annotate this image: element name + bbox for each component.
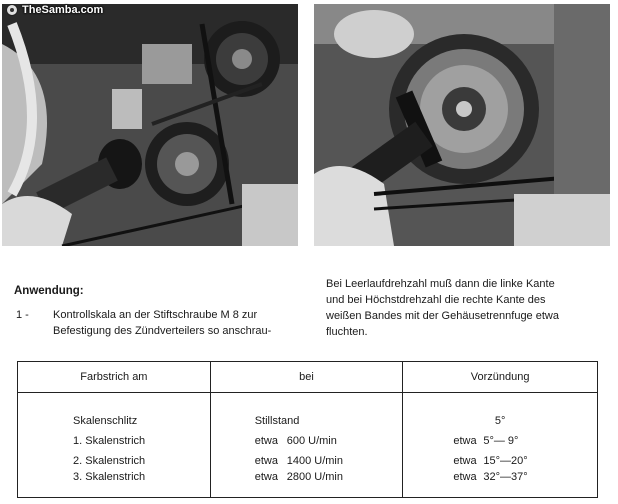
step-number: 1 - bbox=[16, 309, 29, 321]
row-advance-value: 5°— 9° bbox=[483, 435, 519, 447]
row-speed bbox=[210, 411, 403, 431]
header-farbstrich: Farbstrich am bbox=[18, 362, 211, 393]
row-speed-value: 1400 U/min bbox=[286, 455, 343, 467]
table-row bbox=[18, 471, 598, 498]
engine-photo-icon bbox=[2, 4, 298, 246]
row-advance-value: 15°—20° bbox=[483, 455, 528, 467]
row-speed-prefix: etwa bbox=[254, 455, 278, 467]
row-advance-value: 5° bbox=[494, 415, 506, 427]
row-advance bbox=[403, 451, 598, 471]
thesamba-logo-icon bbox=[6, 4, 18, 16]
header-vorzuendung: Vorzündung bbox=[403, 362, 598, 393]
text-line: und bei Höchstdrehzahl die rechte Kante des bbox=[326, 294, 546, 306]
row-label: 2. Skalenstrich bbox=[18, 451, 211, 471]
row-speed bbox=[210, 451, 403, 471]
watermark-text: TheSamba.com bbox=[22, 4, 104, 16]
engine-photo-left bbox=[2, 4, 298, 246]
row-speed-value: 600 U/min bbox=[286, 435, 337, 447]
table-spacer bbox=[18, 393, 598, 412]
row-speed bbox=[210, 431, 403, 451]
text-line: fluchten. bbox=[326, 326, 368, 338]
row-advance-prefix: etwa bbox=[453, 455, 477, 467]
step-line: Kontrollskala an der Stiftschraube M 8 zur bbox=[53, 309, 258, 321]
step-1 bbox=[16, 307, 306, 339]
row-label: 3. Skalenstrich bbox=[18, 471, 211, 498]
row-speed-value: 2800 U/min bbox=[286, 471, 343, 483]
row-label: Skalenschlitz bbox=[18, 411, 211, 431]
section-heading: Anwendung: bbox=[14, 285, 84, 297]
text-line: Bei Leerlaufdrehzahl muß dann die linke Kante bbox=[326, 278, 555, 290]
table-row bbox=[18, 431, 598, 451]
row-advance bbox=[403, 471, 598, 498]
text-line: weißen Bandes mit der Gehäusetrennfuge etwa bbox=[326, 310, 559, 322]
row-speed-prefix: etwa bbox=[254, 435, 278, 447]
row-speed bbox=[210, 471, 403, 498]
row-advance bbox=[403, 411, 598, 431]
continuation-text bbox=[326, 276, 610, 340]
table-header-row bbox=[18, 362, 598, 393]
table-row bbox=[18, 411, 598, 431]
engine-photo-icon bbox=[314, 4, 610, 246]
row-label: 1. Skalenstrich bbox=[18, 431, 211, 451]
row-advance-value: 32°—37° bbox=[483, 471, 528, 483]
engine-photo-right bbox=[314, 4, 610, 246]
row-advance bbox=[403, 431, 598, 451]
row-speed-value: Stillstand bbox=[254, 415, 300, 427]
step-text bbox=[53, 307, 306, 339]
header-bei: bei bbox=[210, 362, 403, 393]
table-row bbox=[18, 451, 598, 471]
watermark bbox=[6, 4, 103, 16]
row-advance-prefix: etwa bbox=[453, 435, 477, 447]
step-line: Befestigung des Zündverteilers so anschrau- bbox=[53, 325, 272, 337]
row-advance-prefix: etwa bbox=[453, 471, 477, 483]
timing-table bbox=[17, 361, 598, 498]
row-speed-prefix: etwa bbox=[254, 471, 278, 483]
